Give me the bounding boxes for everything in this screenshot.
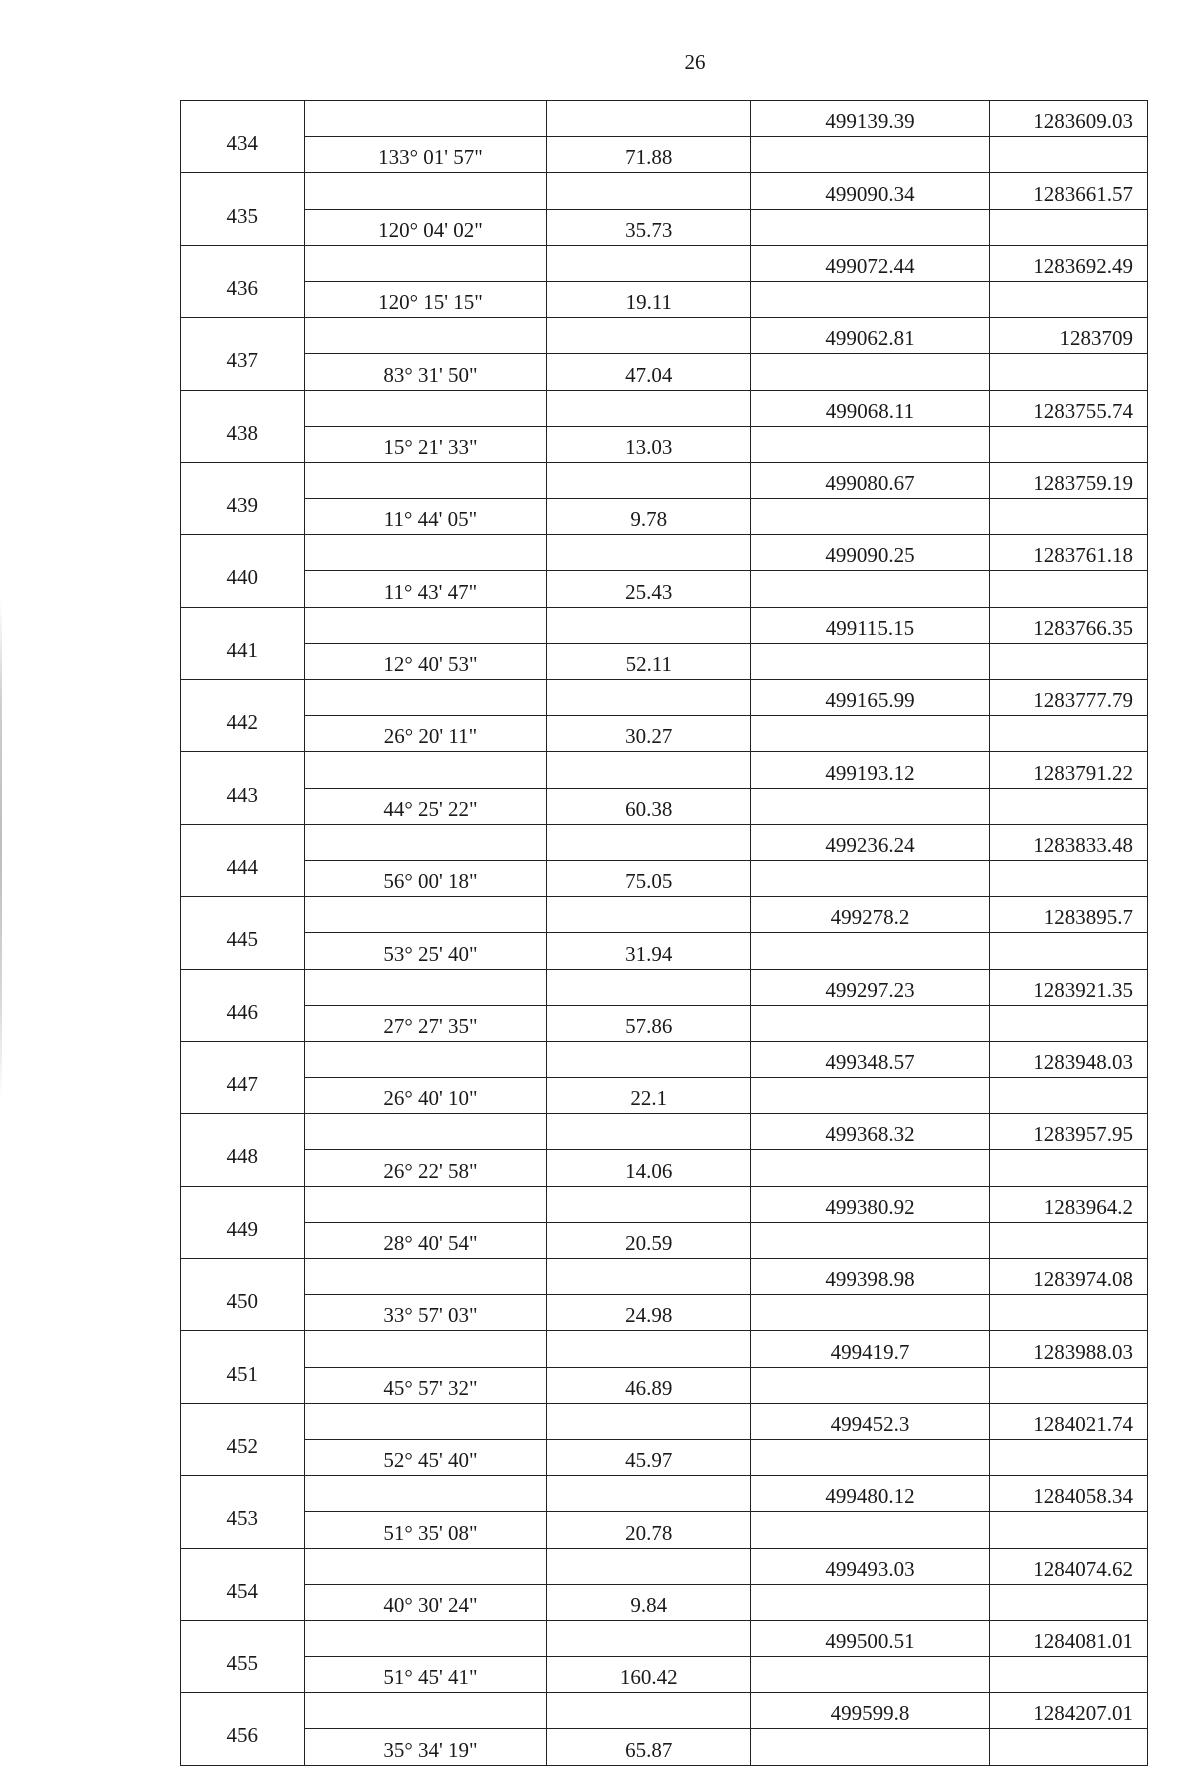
point-number-cell: 443	[181, 752, 305, 824]
table-row	[181, 933, 1148, 969]
empty-cell	[751, 716, 989, 752]
empty-cell	[547, 680, 751, 716]
distance-cell: 65.87	[547, 1729, 751, 1765]
empty-cell	[304, 1114, 547, 1150]
empty-cell	[751, 1439, 989, 1475]
table-row	[181, 318, 1148, 354]
empty-cell	[547, 390, 751, 426]
table-row	[181, 969, 1148, 1005]
empty-cell	[989, 1729, 1147, 1765]
empty-cell	[751, 137, 989, 173]
empty-cell	[989, 281, 1147, 317]
empty-cell	[304, 1548, 547, 1584]
point-number-cell: 439	[181, 462, 305, 534]
empty-cell	[304, 535, 547, 571]
table-row	[181, 1403, 1148, 1439]
y-coordinate-cell: 1284074.62	[989, 1548, 1147, 1584]
x-coordinate-cell: 499599.8	[751, 1693, 989, 1729]
empty-cell	[989, 1295, 1147, 1331]
empty-cell	[989, 1439, 1147, 1475]
y-coordinate-cell: 1284058.34	[989, 1476, 1147, 1512]
empty-cell	[989, 716, 1147, 752]
empty-cell	[547, 1693, 751, 1729]
empty-cell	[989, 354, 1147, 390]
y-coordinate-cell: 1283833.48	[989, 824, 1147, 860]
table-row	[181, 1693, 1148, 1729]
x-coordinate-cell: 499398.98	[751, 1259, 989, 1295]
distance-cell: 25.43	[547, 571, 751, 607]
y-coordinate-cell: 1284081.01	[989, 1620, 1147, 1656]
empty-cell	[751, 1584, 989, 1620]
point-number-cell: 451	[181, 1331, 305, 1403]
bearing-cell: 11° 43' 47"	[304, 571, 547, 607]
table-row	[181, 1548, 1148, 1584]
table-row	[181, 1005, 1148, 1041]
distance-cell: 71.88	[547, 137, 751, 173]
empty-cell	[304, 1476, 547, 1512]
x-coordinate-cell: 499165.99	[751, 680, 989, 716]
bearing-cell: 45° 57' 32"	[304, 1367, 547, 1403]
table-row	[181, 571, 1148, 607]
empty-cell	[304, 462, 547, 498]
page-number: 26	[684, 50, 706, 74]
empty-cell	[989, 1584, 1147, 1620]
point-number-cell: 434	[181, 101, 305, 173]
y-coordinate-cell: 1283755.74	[989, 390, 1147, 426]
distance-cell: 35.73	[547, 209, 751, 245]
point-number-cell: 436	[181, 245, 305, 317]
empty-cell	[547, 173, 751, 209]
y-coordinate-cell: 1283661.57	[989, 173, 1147, 209]
x-coordinate-cell: 499452.3	[751, 1403, 989, 1439]
table-row	[181, 824, 1148, 860]
distance-cell: 47.04	[547, 354, 751, 390]
empty-cell	[751, 933, 989, 969]
table-row	[181, 499, 1148, 535]
empty-cell	[547, 318, 751, 354]
table-row	[181, 1114, 1148, 1150]
distance-cell: 24.98	[547, 1295, 751, 1331]
x-coordinate-cell: 499500.51	[751, 1620, 989, 1656]
bearing-cell: 33° 57' 03"	[304, 1295, 547, 1331]
point-number-cell: 438	[181, 390, 305, 462]
empty-cell	[989, 209, 1147, 245]
empty-cell	[751, 1657, 989, 1693]
point-number-cell: 447	[181, 1041, 305, 1113]
x-coordinate-cell: 499139.39	[751, 101, 989, 137]
bearing-cell: 120° 15' 15"	[304, 281, 547, 317]
empty-cell	[304, 1403, 547, 1439]
distance-cell: 22.1	[547, 1078, 751, 1114]
table-row	[181, 716, 1148, 752]
table-row	[181, 680, 1148, 716]
empty-cell	[989, 1150, 1147, 1186]
y-coordinate-cell: 1283609.03	[989, 101, 1147, 137]
empty-cell	[304, 1259, 547, 1295]
x-coordinate-cell: 499193.12	[751, 752, 989, 788]
table-row	[181, 1041, 1148, 1077]
distance-cell: 14.06	[547, 1150, 751, 1186]
bearing-cell: 11° 44' 05"	[304, 499, 547, 535]
empty-cell	[751, 643, 989, 679]
empty-cell	[547, 969, 751, 1005]
empty-cell	[547, 1186, 751, 1222]
table-row	[181, 390, 1148, 426]
distance-cell: 13.03	[547, 426, 751, 462]
empty-cell	[547, 752, 751, 788]
empty-cell	[989, 1657, 1147, 1693]
x-coordinate-cell: 499236.24	[751, 824, 989, 860]
bearing-cell: 53° 25' 40"	[304, 933, 547, 969]
y-coordinate-cell: 1283895.7	[989, 897, 1147, 933]
x-coordinate-cell: 499062.81	[751, 318, 989, 354]
x-coordinate-cell: 499090.25	[751, 535, 989, 571]
point-number-cell: 449	[181, 1186, 305, 1258]
empty-cell	[304, 824, 547, 860]
empty-cell	[751, 1512, 989, 1548]
table-row	[181, 173, 1148, 209]
table-row	[181, 1584, 1148, 1620]
empty-cell	[547, 1620, 751, 1656]
y-coordinate-cell: 1283964.2	[989, 1186, 1147, 1222]
y-coordinate-cell: 1283759.19	[989, 462, 1147, 498]
empty-cell	[751, 1295, 989, 1331]
distance-cell: 57.86	[547, 1005, 751, 1041]
empty-cell	[304, 101, 547, 137]
distance-cell: 75.05	[547, 860, 751, 896]
table-row	[181, 535, 1148, 571]
point-number-cell: 445	[181, 897, 305, 969]
point-number-cell: 448	[181, 1114, 305, 1186]
empty-cell	[989, 643, 1147, 679]
table-row	[181, 209, 1148, 245]
empty-cell	[547, 1476, 751, 1512]
point-number-cell: 446	[181, 969, 305, 1041]
table-row	[181, 860, 1148, 896]
x-coordinate-cell: 499348.57	[751, 1041, 989, 1077]
empty-cell	[751, 426, 989, 462]
x-coordinate-cell: 499493.03	[751, 1548, 989, 1584]
y-coordinate-cell: 1283761.18	[989, 535, 1147, 571]
table-row	[181, 1657, 1148, 1693]
bearing-cell: 51° 45' 41"	[304, 1657, 547, 1693]
empty-cell	[304, 1620, 547, 1656]
table-row	[181, 1259, 1148, 1295]
table-row	[181, 1476, 1148, 1512]
x-coordinate-cell: 499115.15	[751, 607, 989, 643]
bearing-cell: 44° 25' 22"	[304, 788, 547, 824]
empty-cell	[751, 499, 989, 535]
bearing-cell: 133° 01' 57"	[304, 137, 547, 173]
empty-cell	[989, 137, 1147, 173]
x-coordinate-cell: 499072.44	[751, 245, 989, 281]
empty-cell	[547, 897, 751, 933]
y-coordinate-cell: 1283692.49	[989, 245, 1147, 281]
empty-cell	[304, 390, 547, 426]
point-number-cell: 437	[181, 318, 305, 390]
table-row	[181, 245, 1148, 281]
table-row	[181, 462, 1148, 498]
table-row	[181, 137, 1148, 173]
y-coordinate-cell: 1283709	[989, 318, 1147, 354]
x-coordinate-cell: 499090.34	[751, 173, 989, 209]
empty-cell	[989, 788, 1147, 824]
empty-cell	[989, 1512, 1147, 1548]
y-coordinate-cell: 1283957.95	[989, 1114, 1147, 1150]
x-coordinate-cell: 499068.11	[751, 390, 989, 426]
empty-cell	[989, 1078, 1147, 1114]
empty-cell	[547, 101, 751, 137]
empty-cell	[547, 1548, 751, 1584]
empty-cell	[547, 462, 751, 498]
point-number-cell: 454	[181, 1548, 305, 1620]
bearing-cell: 27° 27' 35"	[304, 1005, 547, 1041]
empty-cell	[989, 499, 1147, 535]
x-coordinate-cell: 499368.32	[751, 1114, 989, 1150]
y-coordinate-cell: 1283766.35	[989, 607, 1147, 643]
distance-cell: 160.42	[547, 1657, 751, 1693]
point-number-cell: 455	[181, 1620, 305, 1692]
empty-cell	[751, 354, 989, 390]
distance-cell: 9.78	[547, 499, 751, 535]
empty-cell	[751, 1078, 989, 1114]
empty-cell	[304, 680, 547, 716]
table-row	[181, 1150, 1148, 1186]
table-row	[181, 1295, 1148, 1331]
empty-cell	[989, 860, 1147, 896]
survey-coordinates-table	[180, 100, 1148, 1766]
empty-cell	[989, 933, 1147, 969]
empty-cell	[751, 1222, 989, 1258]
table-row	[181, 1367, 1148, 1403]
x-coordinate-cell: 499080.67	[751, 462, 989, 498]
y-coordinate-cell: 1284207.01	[989, 1693, 1147, 1729]
table-row	[181, 1439, 1148, 1475]
empty-cell	[304, 318, 547, 354]
bearing-cell: 26° 22' 58"	[304, 1150, 547, 1186]
bearing-cell: 120° 04' 02"	[304, 209, 547, 245]
empty-cell	[751, 571, 989, 607]
empty-cell	[547, 1041, 751, 1077]
table-row	[181, 1186, 1148, 1222]
x-coordinate-cell: 499297.23	[751, 969, 989, 1005]
distance-cell: 20.59	[547, 1222, 751, 1258]
distance-cell: 20.78	[547, 1512, 751, 1548]
empty-cell	[304, 1186, 547, 1222]
table-row	[181, 752, 1148, 788]
y-coordinate-cell: 1283948.03	[989, 1041, 1147, 1077]
empty-cell	[304, 1693, 547, 1729]
empty-cell	[751, 281, 989, 317]
x-coordinate-cell: 499380.92	[751, 1186, 989, 1222]
empty-cell	[547, 1259, 751, 1295]
y-coordinate-cell: 1283777.79	[989, 680, 1147, 716]
distance-cell: 60.38	[547, 788, 751, 824]
x-coordinate-cell: 499419.7	[751, 1331, 989, 1367]
table-row	[181, 1729, 1148, 1765]
y-coordinate-cell: 1283791.22	[989, 752, 1147, 788]
table-row	[181, 607, 1148, 643]
empty-cell	[751, 1729, 989, 1765]
bearing-cell: 52° 45' 40"	[304, 1439, 547, 1475]
empty-cell	[304, 1331, 547, 1367]
empty-cell	[751, 1005, 989, 1041]
bearing-cell: 15° 21' 33"	[304, 426, 547, 462]
empty-cell	[547, 245, 751, 281]
empty-cell	[304, 1041, 547, 1077]
empty-cell	[547, 1331, 751, 1367]
table-row	[181, 1331, 1148, 1367]
bearing-cell: 56° 00' 18"	[304, 860, 547, 896]
point-number-cell: 441	[181, 607, 305, 679]
empty-cell	[304, 245, 547, 281]
empty-cell	[304, 897, 547, 933]
point-number-cell: 435	[181, 173, 305, 245]
distance-cell: 9.84	[547, 1584, 751, 1620]
table-row	[181, 281, 1148, 317]
empty-cell	[547, 535, 751, 571]
table-body	[181, 101, 1148, 1766]
distance-cell: 19.11	[547, 281, 751, 317]
point-number-cell: 456	[181, 1693, 305, 1765]
empty-cell	[989, 571, 1147, 607]
bearing-cell: 26° 20' 11"	[304, 716, 547, 752]
y-coordinate-cell: 1284021.74	[989, 1403, 1147, 1439]
y-coordinate-cell: 1283974.08	[989, 1259, 1147, 1295]
table-row	[181, 101, 1148, 137]
empty-cell	[547, 607, 751, 643]
table-row	[181, 897, 1148, 933]
empty-cell	[751, 1150, 989, 1186]
bearing-cell: 40° 30' 24"	[304, 1584, 547, 1620]
empty-cell	[304, 607, 547, 643]
empty-cell	[751, 209, 989, 245]
table-row	[181, 1620, 1148, 1656]
bearing-cell: 51° 35' 08"	[304, 1512, 547, 1548]
distance-cell: 30.27	[547, 716, 751, 752]
table-row	[181, 788, 1148, 824]
table-row	[181, 1222, 1148, 1258]
point-number-cell: 452	[181, 1403, 305, 1475]
distance-cell: 31.94	[547, 933, 751, 969]
empty-cell	[751, 788, 989, 824]
x-coordinate-cell: 499480.12	[751, 1476, 989, 1512]
empty-cell	[989, 1005, 1147, 1041]
distance-cell: 46.89	[547, 1367, 751, 1403]
empty-cell	[304, 752, 547, 788]
point-number-cell: 442	[181, 680, 305, 752]
empty-cell	[989, 426, 1147, 462]
bearing-cell: 28° 40' 54"	[304, 1222, 547, 1258]
y-coordinate-cell: 1283921.35	[989, 969, 1147, 1005]
empty-cell	[304, 173, 547, 209]
distance-cell: 45.97	[547, 1439, 751, 1475]
table-row	[181, 643, 1148, 679]
bearing-cell: 12° 40' 53"	[304, 643, 547, 679]
point-number-cell: 453	[181, 1476, 305, 1548]
bearing-cell: 35° 34' 19"	[304, 1729, 547, 1765]
empty-cell	[989, 1367, 1147, 1403]
empty-cell	[989, 1222, 1147, 1258]
scan-margin-shadow	[0, 600, 2, 1100]
table-row	[181, 1512, 1148, 1548]
empty-cell	[304, 969, 547, 1005]
point-number-cell: 440	[181, 535, 305, 607]
point-number-cell: 444	[181, 824, 305, 896]
empty-cell	[751, 1367, 989, 1403]
table-row	[181, 354, 1148, 390]
table-row	[181, 1078, 1148, 1114]
x-coordinate-cell: 499278.2	[751, 897, 989, 933]
point-number-cell: 450	[181, 1259, 305, 1331]
table-row	[181, 426, 1148, 462]
y-coordinate-cell: 1283988.03	[989, 1331, 1147, 1367]
empty-cell	[547, 1403, 751, 1439]
empty-cell	[751, 860, 989, 896]
bearing-cell: 26° 40' 10"	[304, 1078, 547, 1114]
bearing-cell: 83° 31' 50"	[304, 354, 547, 390]
distance-cell: 52.11	[547, 643, 751, 679]
empty-cell	[547, 824, 751, 860]
empty-cell	[547, 1114, 751, 1150]
